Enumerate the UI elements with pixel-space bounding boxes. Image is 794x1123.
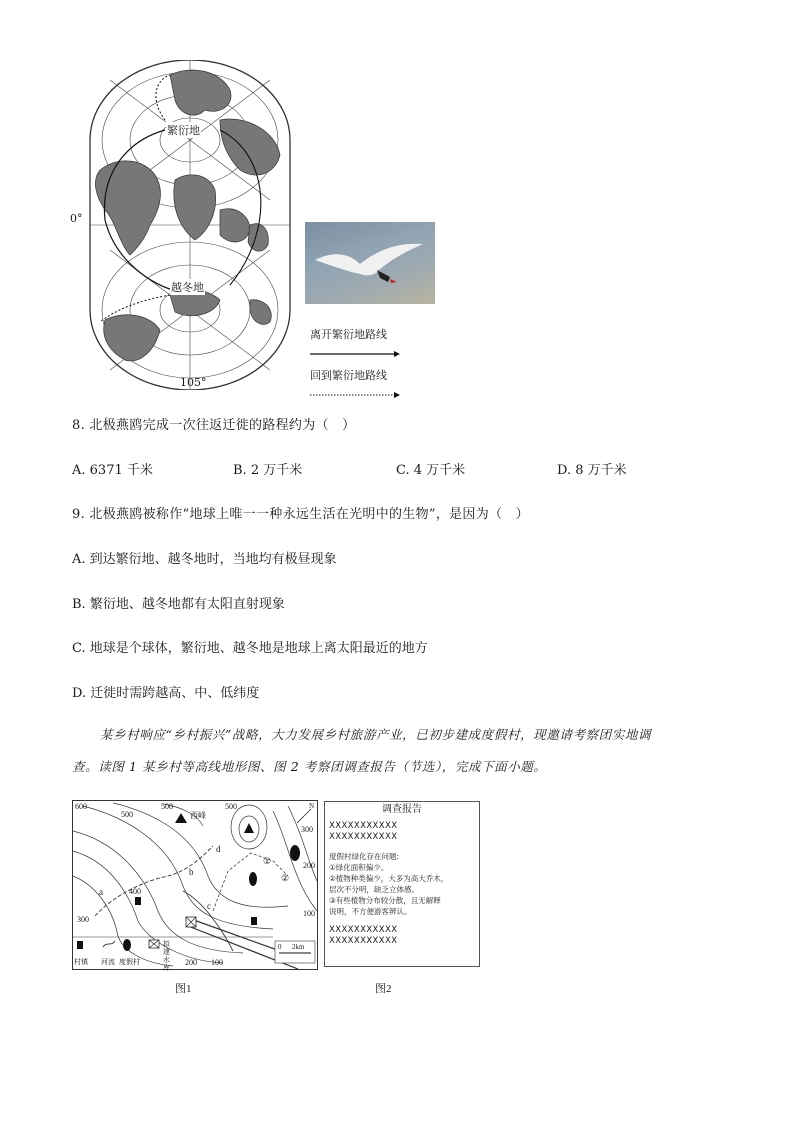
polar-map-figure	[70, 60, 310, 390]
legend-river-label: 河流	[101, 958, 115, 966]
report-line-top-1: XXXXXXXXXXX	[329, 821, 398, 831]
report-item-4: ③有些植物分布较分散，且无解释	[329, 896, 441, 905]
contour-label-400: 400	[129, 887, 141, 896]
tern-bird-icon	[305, 222, 435, 304]
wintering-ground-label: 越冬地	[171, 281, 204, 294]
question-9-option-b[interactable]: B. 繁衍地、越冬地都有太阳直射现象	[72, 597, 285, 612]
north-label: N	[309, 802, 315, 810]
contour-label-200b: 200	[185, 958, 197, 967]
contour-label-600: 600	[75, 802, 87, 811]
contour-label-500c: 500	[225, 802, 237, 811]
contour-label-100a: 100	[303, 909, 315, 918]
contour-label-100b: 100	[211, 958, 223, 967]
report-title: 调查报告	[382, 804, 422, 815]
peak-label: 西峰	[190, 811, 206, 820]
report-item-5: 说明，不方便游客辨认。	[329, 907, 412, 916]
question-9-option-d[interactable]: D. 迁徙时需跨越高、中、低纬度	[72, 686, 260, 701]
figure-1-caption: 图1	[175, 983, 192, 995]
question-8-option-a[interactable]: A. 6371 千米	[72, 463, 153, 478]
point-a: a	[99, 887, 103, 897]
question-8-option-c[interactable]: C. 4 万千米	[396, 463, 466, 478]
report-line-bottom-1: XXXXXXXXXXX	[329, 925, 398, 935]
contour-label-500b: 500	[161, 802, 173, 811]
legend-resort-label: 度假村	[119, 958, 140, 966]
point-b: b	[189, 867, 194, 877]
question-8-stem: 8. 北极燕鸥完成一次往返迁徙的路程约为（ ）	[72, 418, 356, 433]
longitude-0-label: 0°	[70, 212, 83, 225]
longitude-105-label: 105°	[180, 376, 207, 389]
contour-label-200a: 200	[303, 861, 315, 870]
question-8-option-b[interactable]: B. 2 万千米	[233, 463, 303, 478]
solid-arrow-icon	[310, 351, 400, 357]
contour-label-300a: 300	[301, 825, 313, 834]
report-item-3: 层次不分明，缺乏立体感。	[329, 885, 419, 894]
report-heading: 度假村绿化存在问题:	[329, 852, 400, 861]
question-9-option-c[interactable]: C. 地球是个球体，繁衍地、越冬地是地球上离太阳最近的地方	[72, 641, 428, 656]
point-d: d	[216, 844, 221, 854]
dotted-arrow-icon	[310, 392, 400, 398]
passage-line-1: 某乡村响应“乡村振兴”战略，大力发展乡村旅游产业，已初步建成度假村，现邀请考察团实地调	[100, 727, 652, 742]
arctic-tern-photo	[305, 222, 435, 304]
contour-label-500a: 500	[121, 810, 133, 819]
legend-village-label: 村镇	[74, 958, 88, 966]
contour-map-figure	[72, 800, 318, 970]
question-8-option-d[interactable]: D. 8 万千米	[557, 463, 627, 478]
report-line-top-2: XXXXXXXXXXX	[329, 832, 398, 842]
report-line-bottom-2: XXXXXXXXXXX	[329, 936, 398, 946]
point-1: ①	[263, 856, 272, 866]
legend-return-label: 回到繁衍地路线	[310, 369, 387, 382]
report-item-1: ①绿化面积偏少。	[329, 863, 389, 872]
contour-label-300b: 300	[77, 915, 89, 924]
route-legend	[310, 326, 420, 382]
legend-leave-label: 离开繁衍地路线	[310, 328, 387, 341]
question-9-stem: 9. 北极燕鸥被称作“地球上唯一一种永远生活在光明中的生物”，是因为（ ）	[72, 507, 529, 522]
point-2: ②	[281, 873, 290, 883]
survey-report-box	[324, 801, 480, 967]
breeding-ground-label: 繁衍地	[167, 124, 200, 137]
point-c: c	[207, 901, 211, 911]
question-9-option-a[interactable]: A. 到达繁衍地、越冬地时，当地均有极昼现象	[72, 552, 337, 567]
report-item-2: ②植物种类偏少，大多为高大乔木，	[329, 874, 449, 883]
passage-line-2: 查。读图 1 某乡村等高线地形图、图 2 考察团调查报告（节选），完成下面小题。	[72, 759, 547, 774]
figure-2-caption: 图2	[375, 983, 392, 995]
scale-label: 0 2km	[278, 943, 305, 951]
legend-reservoir-label: 拟建水库	[163, 940, 170, 972]
polar-projection-map	[70, 60, 310, 390]
